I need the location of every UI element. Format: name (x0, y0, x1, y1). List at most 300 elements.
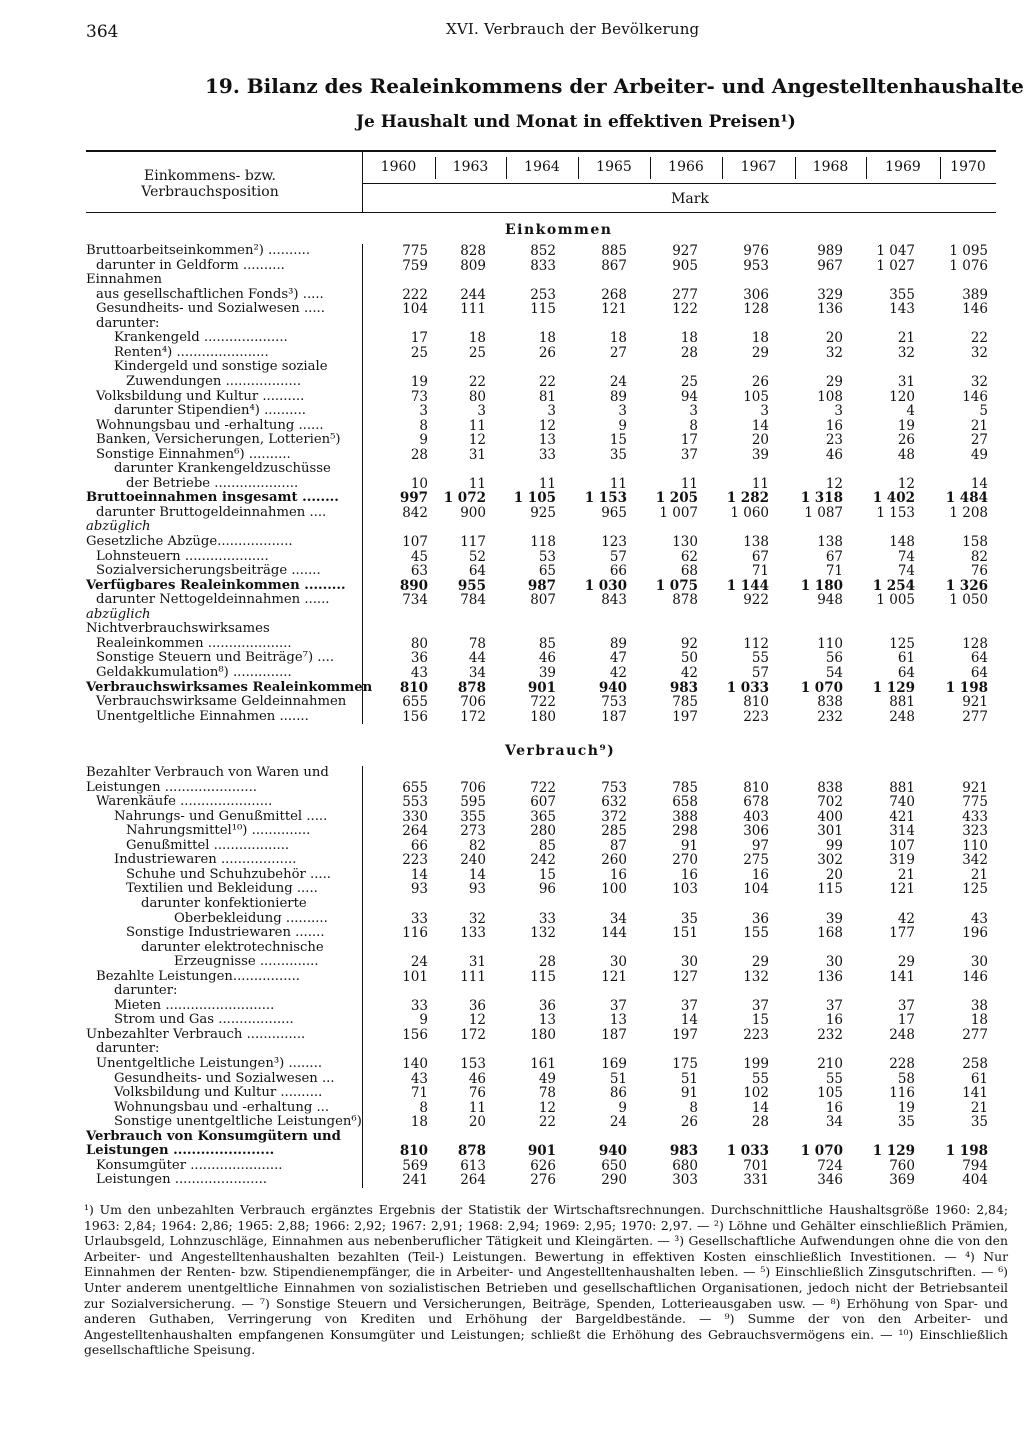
cell-value: 116 (889, 1085, 915, 1102)
cell-value: 1 007 (659, 504, 698, 521)
cell-value: 33 (410, 997, 428, 1014)
cell-value: 389 (962, 286, 988, 303)
cell-value: 27 (609, 344, 627, 361)
cell-value: 31 (897, 373, 915, 390)
cell-value: 51 (680, 1070, 698, 1087)
cell-value: 9 (419, 1012, 428, 1029)
cell-value: 11 (609, 475, 627, 492)
cell-value: 264 (460, 1172, 486, 1189)
row-label: Bezahlter Verbrauch von Waren und (86, 765, 329, 780)
row-label: Verbrauchswirksame Geldeinnahmen (96, 694, 347, 710)
cell-value: 123 (601, 534, 627, 550)
cell-value: 940 (598, 1143, 627, 1160)
cell-value: 18 (970, 1012, 988, 1029)
cell-value: 655 (402, 694, 428, 711)
cell-value: 967 (817, 257, 843, 274)
cell-value: 1 198 (945, 1143, 988, 1160)
cell-value: 885 (601, 243, 627, 259)
cell-value: 881 (889, 694, 915, 711)
cell-value: 346 (817, 1172, 843, 1189)
stub-divider-body (362, 766, 363, 1188)
cell-value: 852 (530, 243, 556, 259)
cell-value: 100 (601, 881, 627, 898)
cell-value: 66 (609, 563, 627, 580)
cell-value: 15 (609, 432, 627, 449)
cell-value: 44 (468, 650, 486, 667)
cell-value: 37 (751, 997, 769, 1014)
cell-value: 18 (410, 1114, 428, 1131)
cell-value: 180 (530, 708, 556, 725)
cell-value: 26 (897, 432, 915, 449)
cell-value: 31 (468, 954, 486, 971)
cell-value: 146 (962, 301, 988, 318)
row-label: Realeinkommen .................... (96, 635, 292, 651)
cell-value: 901 (527, 679, 556, 696)
cell-value: 140 (402, 1056, 428, 1072)
row-label: Genußmittel .................. (126, 837, 290, 853)
cell-value: 421 (889, 808, 915, 825)
cell-value: 49 (970, 446, 988, 463)
cell-value: 20 (468, 1114, 486, 1131)
cell-value: 28 (680, 344, 698, 361)
cell-value: 890 (399, 577, 428, 594)
cell-value: 626 (530, 1157, 556, 1174)
cell-value: 130 (672, 534, 698, 550)
cell-value: 355 (889, 286, 915, 303)
row-label: Leistungen ...................... (86, 1143, 275, 1159)
cell-value: 1 105 (513, 490, 556, 507)
cell-value: 110 (962, 837, 988, 854)
cell-value: 12 (825, 475, 843, 492)
cell-value: 29 (897, 954, 915, 971)
cell-value: 1 208 (949, 504, 988, 521)
cell-value: 355 (460, 808, 486, 825)
cell-value: 838 (817, 779, 843, 796)
cell-value: 125 (889, 635, 915, 652)
row-label: Industriewaren .................. (114, 852, 297, 868)
cell-value: 29 (751, 954, 769, 971)
cell-value: 187 (601, 1026, 627, 1043)
row-label: Unentgeltliche Einnahmen ....... (96, 708, 309, 724)
cell-value: 17 (410, 330, 428, 347)
row-label: Lohnsteuern .................... (96, 548, 269, 564)
cell-value: 116 (402, 925, 428, 942)
cell-value: 196 (962, 925, 988, 942)
cell-value: 22 (538, 1114, 556, 1131)
cell-value: 11 (680, 475, 698, 492)
cell-value: 71 (751, 563, 769, 580)
row-label: Oberbekleidung .......... (174, 910, 328, 926)
cell-value: 244 (460, 286, 486, 303)
cell-value: 881 (889, 779, 915, 796)
cell-value: 680 (672, 1157, 698, 1174)
cell-value: 55 (751, 1070, 769, 1087)
cell-value: 12 (538, 417, 556, 434)
table-title: 19. Bilanz des Realeinkommens der Arbeiter- und Angestelltenhaushalte (205, 74, 1024, 98)
cell-value: 810 (399, 1143, 428, 1160)
cell-value: 93 (410, 881, 428, 898)
cell-value: 105 (817, 1085, 843, 1102)
cell-value: 976 (743, 243, 769, 259)
cell-value: 76 (468, 1085, 486, 1102)
cell-value: 107 (889, 837, 915, 854)
cell-value: 760 (889, 1157, 915, 1174)
cell-value: 46 (825, 446, 843, 463)
cell-value: 11 (468, 475, 486, 492)
row-label: Sonstige Einnahmen⁶) .......... (96, 446, 291, 462)
year-header-1965: 1965 (596, 159, 632, 175)
cell-value: 232 (817, 1026, 843, 1043)
cell-value: 607 (530, 794, 556, 811)
cell-value: 85 (538, 635, 556, 652)
cell-value: 197 (672, 1026, 698, 1043)
cell-value: 71 (825, 563, 843, 580)
cell-value: 37 (609, 997, 627, 1014)
cell-value: 34 (468, 664, 486, 681)
cell-value: 49 (538, 1070, 556, 1087)
row-label: darunter: (114, 983, 178, 999)
running-head: XVI. Verbrauch der Bevölkerung (446, 20, 700, 38)
cell-value: 632 (601, 794, 627, 811)
cell-value: 30 (825, 954, 843, 971)
page-number: 364 (86, 22, 119, 42)
cell-value: 50 (680, 650, 698, 667)
row-label: darunter: (96, 1041, 160, 1057)
cell-value: 42 (897, 910, 915, 927)
cell-value: 842 (402, 504, 428, 521)
cell-value: 921 (962, 694, 988, 711)
cell-value: 34 (609, 910, 627, 927)
cell-value: 867 (601, 257, 627, 274)
cell-value: 809 (460, 257, 486, 274)
row-label: Sonstige Industriewaren ....... (126, 925, 325, 941)
row-label: Nichtverbrauchswirksames (86, 621, 270, 637)
cell-value: 905 (672, 257, 698, 274)
cell-value: 33 (410, 910, 428, 927)
cell-value: 314 (889, 823, 915, 840)
row-label: Bruttoeinnahmen insgesamt ........ (86, 490, 339, 506)
row-label: Volksbildung und Kultur .......... (114, 1085, 323, 1101)
cell-value: 115 (817, 881, 843, 898)
cell-value: 277 (672, 286, 698, 303)
cell-value: 47 (609, 650, 627, 667)
cell-value: 922 (743, 592, 769, 609)
cell-value: 285 (601, 823, 627, 840)
cell-value: 678 (743, 794, 769, 811)
cell-value: 878 (457, 679, 486, 696)
cell-value: 878 (457, 1143, 486, 1160)
cell-value: 404 (962, 1172, 988, 1189)
cell-value: 115 (530, 968, 556, 985)
cell-value: 43 (410, 1070, 428, 1087)
cell-value: 722 (530, 694, 556, 711)
cell-value: 8 (419, 1099, 428, 1116)
row-label: Verbrauchswirksames Realeinkommen (86, 679, 373, 695)
cell-value: 104 (402, 301, 428, 318)
row-label: Schuhe und Schuhzubehör ..... (126, 866, 331, 882)
cell-value: 706 (460, 694, 486, 711)
cell-value: 153 (460, 1056, 486, 1072)
row-label: darunter konfektionierte (141, 895, 307, 911)
cell-value: 724 (817, 1157, 843, 1174)
cell-value: 775 (402, 243, 428, 259)
cell-value: 280 (530, 823, 556, 840)
row-label: Mieten .......................... (114, 997, 275, 1013)
cell-value: 86 (609, 1085, 627, 1102)
cell-value: 107 (402, 534, 428, 550)
cell-value: 141 (889, 968, 915, 985)
cell-value: 85 (538, 837, 556, 854)
cell-value: 306 (743, 823, 769, 840)
cell-value: 1 070 (800, 679, 843, 696)
cell-value: 810 (743, 779, 769, 796)
cell-value: 35 (897, 1114, 915, 1131)
cell-value: 1 095 (949, 243, 988, 259)
cell-value: 19 (410, 373, 428, 390)
cell-value: 24 (609, 1114, 627, 1131)
row-label: Textilien und Bekleidung ..... (126, 881, 318, 897)
cell-value: 8 (419, 417, 428, 434)
cell-value: 901 (527, 1143, 556, 1160)
cell-value: 12 (468, 432, 486, 449)
cell-value: 21 (970, 1099, 988, 1116)
cell-value: 199 (743, 1056, 769, 1072)
cell-value: 128 (962, 635, 988, 652)
cell-value: 785 (672, 694, 698, 711)
cell-value: 64 (970, 650, 988, 667)
cell-value: 37 (897, 997, 915, 1014)
cell-value: 89 (609, 635, 627, 652)
cell-value: 156 (402, 1026, 428, 1043)
cell-value: 27 (970, 432, 988, 449)
cell-value: 82 (970, 548, 988, 565)
cell-value: 48 (897, 446, 915, 463)
row-label: Gesundheits- und Sozialwesen ... (114, 1070, 335, 1086)
cell-value: 32 (970, 344, 988, 361)
cell-value: 62 (680, 548, 698, 565)
cell-value: 734 (402, 592, 428, 609)
row-label: Leistungen ...................... (86, 779, 257, 795)
cell-value: 3 (618, 403, 627, 420)
year-header-1970: 1970 (950, 159, 986, 175)
cell-value: 29 (751, 344, 769, 361)
cell-value: 138 (743, 534, 769, 550)
cell-value: 17 (680, 432, 698, 449)
cell-value: 26 (538, 344, 556, 361)
row-label: Unentgeltliche Leistungen³) ........ (96, 1056, 323, 1071)
cell-value: 1 318 (800, 490, 843, 507)
cell-value: 35 (680, 910, 698, 927)
cell-value: 273 (460, 823, 486, 840)
cell-value: 37 (680, 446, 698, 463)
cell-value: 15 (751, 1012, 769, 1029)
cell-value: 121 (601, 968, 627, 985)
cell-value: 168 (817, 925, 843, 942)
cell-value: 5 (979, 403, 988, 420)
cell-value: 102 (743, 1085, 769, 1102)
row-label: Strom und Gas .................. (114, 1012, 294, 1028)
cell-value: 57 (609, 548, 627, 565)
year-header-1968: 1968 (812, 159, 849, 175)
cell-value: 19 (897, 417, 915, 434)
year-header-1969: 1969 (885, 159, 921, 175)
cell-value: 175 (672, 1056, 698, 1072)
cell-value: 143 (889, 301, 915, 318)
cell-value: 1 402 (872, 490, 915, 507)
cell-value: 18 (468, 330, 486, 347)
cell-value: 25 (468, 344, 486, 361)
cell-value: 785 (672, 779, 698, 796)
year-header-1967: 1967 (740, 159, 777, 175)
cell-value: 103 (672, 881, 698, 898)
cell-value: 3 (419, 403, 428, 420)
cell-value: 1 153 (584, 490, 627, 507)
stub-header-line-2: Verbrauchsposition (141, 184, 279, 200)
cell-value: 35 (609, 446, 627, 463)
cell-value: 241 (402, 1172, 428, 1189)
cell-value: 223 (743, 708, 769, 725)
cell-value: 248 (889, 1026, 915, 1043)
cell-value: 187 (601, 708, 627, 725)
cell-value: 1 060 (730, 504, 769, 521)
cell-value: 1 129 (872, 1143, 915, 1160)
cell-value: 342 (962, 852, 988, 869)
section-heading: Einkommen (505, 222, 613, 238)
cell-value: 8 (689, 417, 698, 434)
cell-value: 151 (672, 925, 698, 942)
cell-value: 753 (601, 779, 627, 796)
cell-value: 290 (601, 1172, 627, 1189)
row-label: Einnahmen (86, 272, 162, 288)
cell-value: 16 (825, 417, 843, 434)
cell-value: 32 (897, 344, 915, 361)
cell-value: 940 (598, 679, 627, 696)
cell-value: 82 (468, 837, 486, 854)
cell-value: 64 (468, 563, 486, 580)
cell-value: 740 (889, 794, 915, 811)
cell-value: 3 (834, 403, 843, 420)
cell-value: 74 (897, 548, 915, 565)
cell-value: 253 (530, 286, 556, 303)
cell-value: 127 (672, 968, 698, 985)
cell-value: 268 (601, 286, 627, 303)
row-label: Banken, Versicherungen, Lotterien⁵) (96, 432, 341, 448)
cell-value: 141 (962, 1085, 988, 1102)
cell-value: 80 (468, 388, 486, 405)
cell-value: 53 (538, 548, 556, 565)
cell-value: 927 (672, 243, 698, 259)
cell-value: 132 (530, 925, 556, 942)
row-label: Bezahlte Leistungen................ (96, 968, 300, 984)
cell-value: 16 (825, 1012, 843, 1029)
cell-value: 222 (402, 286, 428, 303)
cell-value: 331 (743, 1172, 769, 1189)
cell-value: 1 070 (800, 1143, 843, 1160)
cell-value: 701 (743, 1157, 769, 1174)
cell-value: 553 (402, 794, 428, 811)
cell-value: 81 (538, 388, 556, 405)
cell-value: 29 (825, 373, 843, 390)
cell-value: 64 (970, 664, 988, 681)
cell-value: 1 027 (876, 257, 915, 274)
row-label: Unbezahlter Verbrauch .............. (86, 1026, 306, 1042)
cell-value: 172 (460, 708, 486, 725)
cell-value: 372 (601, 808, 627, 825)
cell-value: 1 205 (655, 490, 698, 507)
cell-value: 46 (538, 650, 556, 667)
cell-value: 838 (817, 694, 843, 711)
cell-value: 20 (751, 432, 769, 449)
cell-value: 37 (825, 997, 843, 1014)
row-label: Leistungen ...................... (96, 1172, 267, 1188)
cell-value: 403 (743, 808, 769, 825)
cell-value: 987 (527, 577, 556, 594)
cell-value: 115 (530, 301, 556, 318)
cell-value: 111 (460, 301, 486, 318)
row-label: darunter in Geldform .......... (96, 257, 285, 273)
cell-value: 21 (970, 866, 988, 883)
cell-value: 87 (609, 837, 627, 854)
cell-value: 94 (680, 388, 698, 405)
cell-value: 63 (410, 563, 428, 580)
cell-value: 128 (743, 301, 769, 318)
cell-value: 810 (743, 694, 769, 711)
cell-value: 45 (410, 548, 428, 565)
cell-value: 16 (751, 866, 769, 883)
cell-value: 569 (402, 1157, 428, 1174)
cell-value: 55 (751, 650, 769, 667)
cell-value: 232 (817, 708, 843, 725)
cell-value: 177 (889, 925, 915, 942)
cell-value: 197 (672, 708, 698, 725)
cell-value: 223 (743, 1026, 769, 1043)
cell-value: 148 (889, 534, 915, 550)
cell-value: 921 (962, 779, 988, 796)
row-label: darunter Bruttogeldeinnahmen .... (96, 504, 327, 520)
cell-value: 228 (889, 1056, 915, 1072)
cell-value: 277 (962, 708, 988, 725)
cell-value: 110 (817, 635, 843, 652)
cell-value: 30 (970, 954, 988, 971)
cell-value: 275 (743, 852, 769, 869)
cell-value: 58 (897, 1070, 915, 1087)
cell-value: 833 (530, 257, 556, 274)
cell-value: 39 (751, 446, 769, 463)
cell-value: 42 (609, 664, 627, 681)
cell-value: 73 (410, 388, 428, 405)
row-label: darunter: (96, 315, 160, 331)
cell-value: 955 (457, 577, 486, 594)
cell-value: 105 (743, 388, 769, 405)
cell-value: 953 (743, 257, 769, 274)
cell-value: 784 (460, 592, 486, 609)
row-label: Bruttoarbeitseinkommen²) .......... (86, 243, 311, 258)
cell-value: 24 (609, 373, 627, 390)
cell-value: 613 (460, 1157, 486, 1174)
cell-value: 3 (760, 403, 769, 420)
cell-value: 36 (468, 997, 486, 1014)
cell-value: 329 (817, 286, 843, 303)
cell-value: 17 (897, 1012, 915, 1029)
cell-value: 30 (680, 954, 698, 971)
cell-value: 67 (825, 548, 843, 565)
cell-value: 96 (538, 881, 556, 898)
cell-value: 14 (468, 866, 486, 883)
row-label: Sozialversicherungsbeiträge ....... (96, 563, 321, 579)
cell-value: 264 (402, 823, 428, 840)
cell-value: 34 (825, 1114, 843, 1131)
cell-value: 1 484 (945, 490, 988, 507)
